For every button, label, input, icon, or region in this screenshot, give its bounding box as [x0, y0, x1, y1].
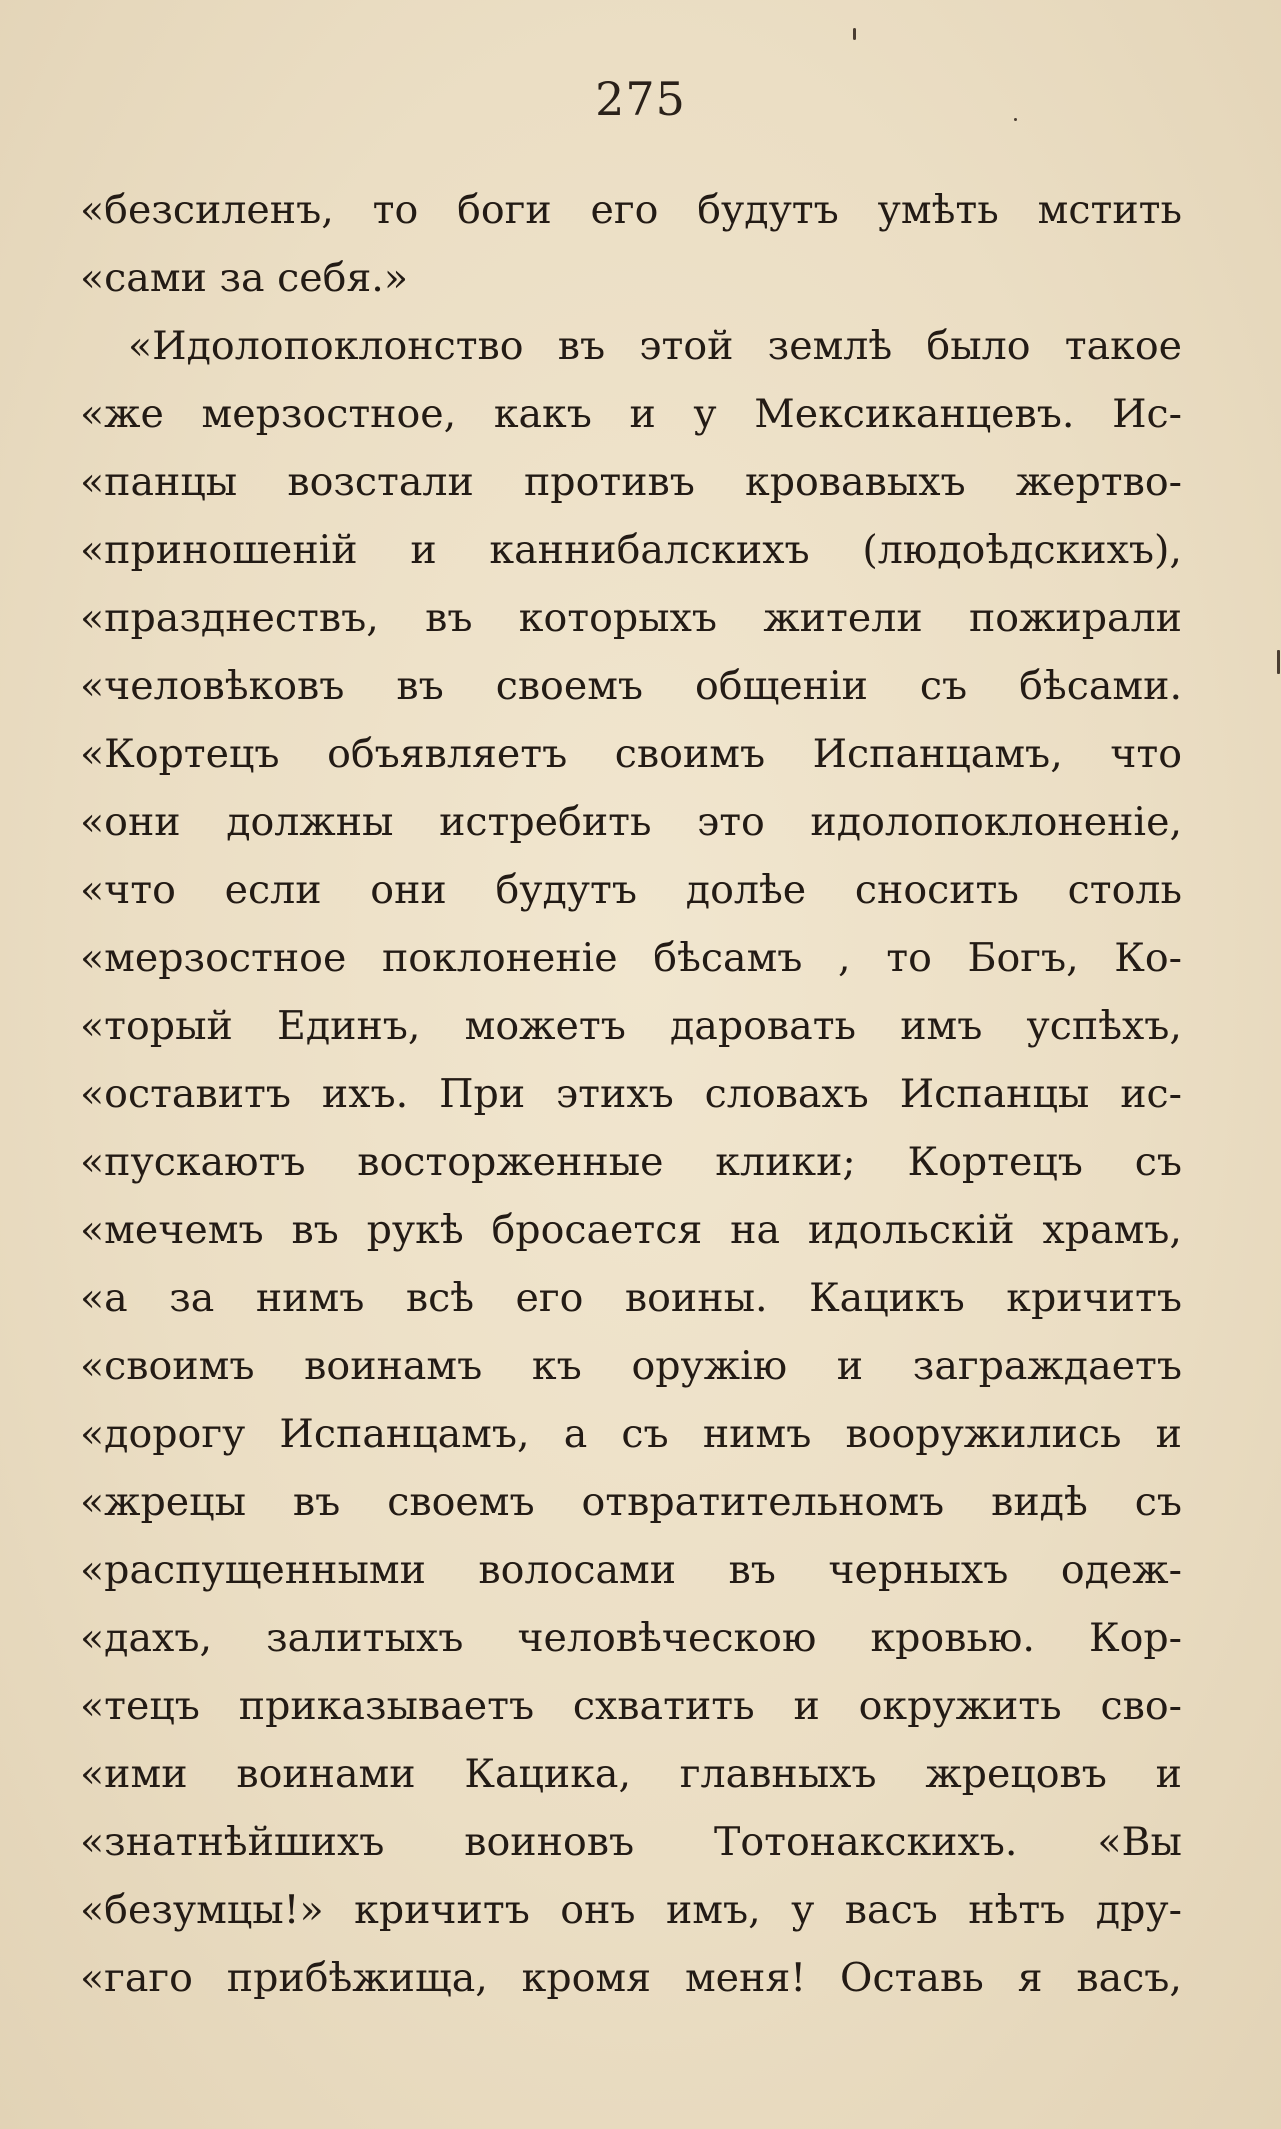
text-line: «своимъ воинамъ къ оружiю и заграждаетъ: [80, 1343, 1182, 1389]
text-line: «торый Единъ, можетъ даровать имъ успѣхъ,: [80, 1003, 1182, 1049]
text-line: «распущенными волосами въ черныхъ одеж-: [80, 1547, 1182, 1593]
text-line: «мечемъ въ рукѣ бросается на идольскiй храмъ,: [80, 1207, 1182, 1253]
text-line: «дахъ, залитыхъ человѣческою кровью. Кор-: [80, 1615, 1182, 1661]
text-line: «панцы возстали противъ кровавыхъ жертво-: [80, 459, 1182, 505]
ink-speck: [853, 28, 856, 40]
text-line: «тецъ приказываетъ схватить и окружить сво-: [80, 1683, 1182, 1729]
text-line: «празднествъ, въ которыхъ жители пожирали: [80, 595, 1182, 641]
ink-speck: [1277, 650, 1280, 674]
text-line: «ими воинами Кацика, главныхъ жрецовъ и: [80, 1751, 1182, 1797]
text-line: «дорогу Испанцамъ, а съ нимъ вооружились и: [80, 1411, 1182, 1457]
text-line: «знатнѣйшихъ воиновъ Тотонакскихъ. «Вы: [80, 1819, 1182, 1865]
text-line: «жрецы въ своемъ отвратительномъ видѣ съ: [80, 1479, 1182, 1525]
text-line: «пускаютъ восторженные клики; Кортецъ съ: [80, 1139, 1182, 1185]
text-line: «же мерзостное, какъ и у Мексиканцевъ. Ис-: [80, 391, 1182, 437]
text-line: «Идолопоклонство въ этой землѣ было такое: [128, 323, 1182, 369]
text-line: «а за нимъ всѣ его воины. Кацикъ кричитъ: [80, 1275, 1182, 1321]
page-number: 275: [595, 72, 686, 126]
text-line: «что если они будутъ долѣе сносить столь: [80, 867, 1182, 913]
text-line: «оставитъ ихъ. При этихъ словахъ Испанцы ис-: [80, 1071, 1182, 1117]
text-line: «гаго прибѣжища, кромя меня! Оставь я васъ,: [80, 1955, 1182, 2001]
text-line: «человѣковъ въ своемъ общенiи съ бѣсами.: [80, 663, 1182, 709]
text-line: «приношенiй и каннибалскихъ (людоѣдскихъ),: [80, 527, 1182, 573]
text-line: «безумцы!» кричитъ онъ имъ, у васъ нѣтъ дру-: [80, 1887, 1182, 1933]
text-line: «Кортецъ объявляетъ своимъ Испанцамъ, что: [80, 731, 1182, 777]
text-line: «сами за себя.»: [80, 255, 409, 301]
text-line: «мерзостное поклоненiе бѣсамъ , то Богъ, Ко-: [80, 935, 1182, 981]
body-text: [80, 176, 1182, 2012]
text-line: «безсиленъ, то боги его будутъ умѣть мстить: [80, 187, 1182, 233]
text-line: «они должны истребить это идолопоклоненiе,: [80, 799, 1182, 845]
